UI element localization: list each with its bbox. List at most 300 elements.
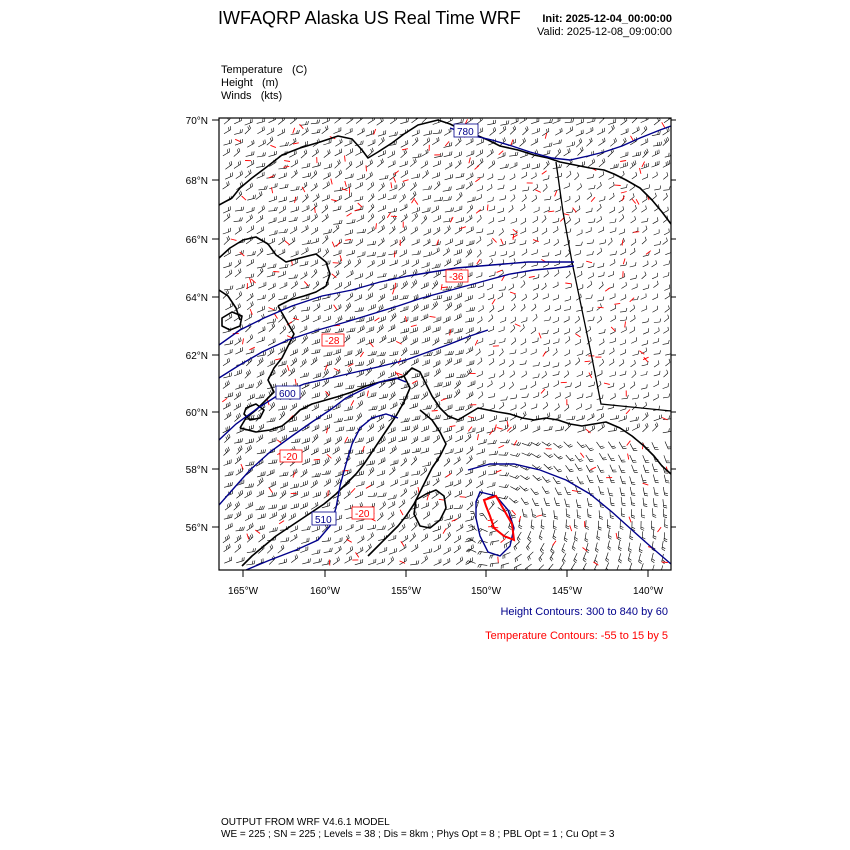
wind-barb: [410, 182, 416, 191]
wind-barb: [377, 512, 383, 521]
temperature-dash: [636, 199, 639, 204]
variable-unit: (C): [291, 64, 308, 76]
wind-barb: [554, 498, 560, 506]
wind-barb: [412, 137, 418, 146]
wind-barb: [543, 294, 549, 300]
wind-barb: [487, 120, 496, 125]
wind-barb: [554, 381, 559, 387]
wind-barb: [533, 475, 542, 481]
wind-barb: [608, 238, 612, 245]
wind-barb: [225, 392, 233, 398]
temperature-dash: [332, 242, 334, 248]
wind-barb: [379, 215, 385, 224]
wind-barb: [411, 490, 417, 498]
wind-barb: [334, 195, 341, 202]
wind-barb: [598, 272, 604, 277]
wind-barb: [302, 163, 310, 168]
temperature-dash: [412, 381, 417, 384]
wind-barb: [553, 339, 559, 344]
wind-barb: [323, 369, 329, 378]
wind-barb: [542, 476, 550, 482]
wind-barb: [379, 175, 388, 179]
wind-barb: [422, 337, 430, 343]
wind-barb: [312, 393, 320, 399]
wind-barb: [599, 510, 603, 519]
wind-barb: [455, 406, 464, 411]
wind-barb: [280, 482, 288, 488]
wind-barb: [443, 248, 450, 256]
wind-barb: [256, 394, 265, 398]
wind-barb: [665, 249, 671, 255]
wind-barb: [575, 382, 581, 388]
temperature-dash: [283, 166, 289, 167]
wind-barb: [433, 130, 442, 134]
wind-barb: [553, 362, 559, 367]
wind-barb: [245, 384, 253, 389]
lat-tick-label: 60°N: [185, 408, 208, 419]
wind-barb: [335, 356, 341, 365]
wind-barb: [335, 328, 344, 332]
wind-barb: [268, 264, 277, 269]
wind-barb: [653, 530, 656, 540]
wind-barb: [402, 260, 409, 267]
wind-barb: [313, 194, 320, 202]
wind-barb: [588, 317, 595, 321]
wind-barb: [489, 405, 495, 411]
wind-barb: [575, 339, 581, 345]
wind-barb: [511, 118, 518, 125]
wind-barb: [653, 475, 658, 483]
wind-barb: [543, 383, 549, 388]
wind-barb: [566, 509, 570, 518]
wind-barb: [620, 162, 628, 168]
wind-barb: [499, 259, 504, 266]
wind-barb: [367, 241, 376, 245]
wind-barb: [333, 127, 341, 133]
wind-barb: [291, 358, 297, 366]
wind-barb: [632, 205, 637, 212]
wind-barb: [606, 563, 609, 573]
wind-barb: [477, 338, 483, 344]
wind-barb: [247, 523, 254, 531]
temperature-dash: [450, 329, 451, 335]
wind-barb: [467, 197, 475, 203]
wind-barb: [599, 453, 607, 460]
wind-barb: [411, 338, 418, 345]
wind-barb: [278, 249, 285, 256]
wind-barb: [378, 225, 385, 233]
wind-barb: [279, 559, 287, 565]
wind-barb: [378, 130, 386, 136]
wind-barb: [539, 553, 544, 562]
wind-barb: [606, 553, 609, 563]
wind-barb: [322, 126, 328, 134]
wind-barb: [336, 427, 344, 432]
wind-barb: [597, 316, 602, 323]
wind-barb: [278, 217, 286, 223]
wind-barb: [489, 251, 495, 256]
wind-barb: [390, 460, 398, 466]
wind-barb: [335, 170, 341, 178]
wind-barb: [245, 438, 253, 443]
wind-barb: [555, 305, 561, 311]
wind-barb: [509, 284, 514, 291]
wind-barb: [245, 514, 252, 521]
wind-barb: [642, 318, 648, 323]
wind-barb: [467, 205, 473, 214]
wind-barb: [433, 215, 440, 222]
wind-barb: [368, 182, 374, 190]
wind-barb: [234, 148, 240, 157]
wind-barb: [630, 262, 636, 267]
wind-barb: [401, 214, 407, 222]
wind-barb: [555, 250, 561, 255]
wind-barb: [225, 303, 232, 310]
wind-barb: [663, 137, 669, 146]
wind-barb: [444, 128, 451, 135]
wind-barb: [401, 458, 407, 467]
wind-barb: [520, 240, 526, 245]
height-legend: Height Contours: 300 to 840 by 60: [500, 606, 668, 618]
wind-barb: [357, 174, 365, 180]
wind-barb: [223, 206, 230, 213]
wind-barb: [466, 138, 473, 145]
wind-barb: [478, 392, 483, 399]
temperature-dash: [539, 333, 541, 339]
wind-barb: [223, 148, 230, 156]
wind-barb: [662, 541, 665, 551]
wind-barb: [583, 552, 586, 562]
wind-barb: [289, 513, 296, 521]
wind-barb: [608, 283, 614, 288]
wind-barb: [300, 373, 309, 378]
temperature-dash: [475, 340, 478, 346]
wind-barb: [390, 295, 398, 301]
wind-barb: [334, 537, 342, 543]
wind-barb: [522, 294, 527, 301]
wind-barb: [522, 195, 527, 202]
wind-barb: [619, 229, 625, 235]
wind-barb: [610, 305, 615, 311]
wind-barb: [619, 553, 622, 563]
wind-barb: [476, 272, 482, 277]
wind-barb: [533, 216, 538, 223]
wind-barb: [279, 411, 285, 420]
wind-barb: [632, 403, 636, 410]
wind-barb: [454, 479, 461, 486]
wind-barb: [642, 174, 648, 180]
wind-barb: [509, 251, 514, 257]
wind-barb: [366, 271, 373, 278]
wind-barb: [445, 238, 452, 245]
wind-barb: [367, 423, 373, 431]
wind-barb: [421, 262, 429, 268]
wind-barb: [368, 116, 375, 124]
temperature-dash: [358, 203, 362, 207]
wind-barb: [663, 428, 672, 433]
temperature-dash: [342, 471, 348, 472]
wind-barb: [445, 174, 453, 180]
wind-barb: [576, 138, 582, 147]
wind-barb: [346, 250, 354, 255]
wind-barb: [223, 402, 230, 409]
wind-barb: [542, 128, 549, 136]
temperature-dash: [633, 232, 639, 233]
wind-barb: [357, 229, 366, 233]
wind-barb: [630, 382, 635, 389]
wind-barb: [301, 182, 308, 190]
wind-barb: [333, 557, 340, 565]
wind-barb: [389, 132, 398, 137]
wind-barb: [322, 205, 328, 213]
wind-barb: [587, 498, 592, 507]
wind-barb: [542, 252, 549, 256]
wind-barb: [423, 239, 430, 246]
wind-barb: [476, 349, 481, 356]
wind-barb: [378, 259, 385, 266]
wind-barb: [257, 295, 265, 300]
wind-barb: [335, 436, 342, 444]
wind-barb: [621, 497, 626, 506]
wind-barb: [423, 326, 430, 333]
wind-barb: [257, 471, 265, 477]
wind-barb: [542, 442, 552, 446]
wind-barb: [390, 479, 397, 486]
wind-barb: [642, 237, 646, 244]
wind-barb: [224, 447, 230, 456]
wind-barb: [632, 351, 638, 356]
temperature-dash: [269, 308, 275, 310]
wind-barb: [378, 183, 384, 192]
wind-barb: [422, 170, 428, 178]
wind-barb: [511, 317, 516, 324]
wind-barb: [367, 358, 374, 366]
wind-barb: [663, 499, 667, 508]
wind-barb: [236, 468, 243, 476]
temperature-dash: [393, 177, 395, 183]
wind-barb: [628, 552, 631, 562]
wind-barb: [630, 305, 635, 312]
wind-barb: [588, 273, 593, 279]
wind-barb: [401, 488, 407, 496]
wind-barb: [258, 326, 265, 333]
wind-barb: [368, 139, 375, 146]
wind-barb: [302, 347, 309, 355]
wind-barb: [234, 413, 240, 422]
wind-barb: [542, 371, 547, 378]
wind-barb: [467, 160, 474, 168]
wind-barb: [521, 317, 527, 322]
wind-barb: [335, 282, 342, 290]
temperature-dash: [510, 292, 516, 294]
temperature-dash: [585, 361, 591, 362]
wind-barb: [335, 115, 341, 123]
wind-barb: [421, 314, 428, 321]
wind-barb: [357, 325, 364, 333]
wind-barb: [267, 545, 273, 554]
wind-barb: [619, 214, 623, 221]
wind-barb: [421, 436, 429, 442]
wind-barb: [421, 304, 428, 311]
wind-barb: [610, 259, 615, 265]
wind-barb: [401, 170, 408, 178]
variable-unit: (m): [261, 77, 279, 89]
wind-barb: [456, 184, 464, 189]
wind-barb: [499, 228, 504, 235]
wind-barb: [269, 323, 275, 332]
wind-barb: [267, 137, 273, 145]
wind-barb: [268, 504, 277, 509]
temperature-dash: [515, 324, 521, 327]
wind-barb: [621, 128, 628, 135]
temperature-dash: [270, 145, 276, 147]
height-label: 780: [457, 127, 474, 138]
wind-barb: [455, 137, 461, 146]
wind-barb: [237, 446, 243, 455]
wind-barb: [576, 130, 583, 137]
temperature-dash: [222, 398, 227, 402]
wind-barb: [333, 250, 341, 256]
wind-barb: [245, 483, 254, 487]
wind-barb: [510, 162, 517, 169]
wind-barb: [544, 453, 553, 458]
wind-barb: [302, 458, 309, 465]
wind-barb: [499, 417, 508, 421]
wind-barb: [630, 315, 635, 322]
wind-barb: [608, 442, 616, 449]
wind-barb: [520, 360, 527, 364]
temperature-dash: [450, 426, 456, 427]
wind-barb: [641, 294, 647, 300]
wind-barb: [554, 270, 559, 277]
wind-barb: [400, 306, 408, 312]
wind-barb: [344, 260, 351, 268]
wind-barb: [554, 454, 563, 460]
temperature-dash: [366, 485, 371, 488]
wind-barb: [454, 380, 460, 388]
wind-barb: [663, 327, 668, 334]
temperature-dash: [285, 241, 290, 245]
lat-tick-label: 66°N: [185, 235, 208, 246]
temperature-dash: [501, 239, 503, 245]
wind-barb: [368, 392, 376, 397]
temperature-dash: [604, 383, 610, 384]
wind-barb: [620, 340, 626, 346]
wind-barb: [501, 251, 507, 256]
wind-barb: [445, 435, 452, 443]
wind-barb: [234, 129, 242, 134]
temperature-dash: [570, 525, 572, 531]
wind-barb: [289, 275, 298, 279]
wind-barb: [234, 337, 241, 345]
wind-barb: [478, 564, 488, 567]
wind-barb: [510, 126, 516, 135]
wind-barb: [388, 160, 395, 167]
wind-barb: [498, 306, 504, 312]
wind-barb: [313, 373, 321, 379]
wind-barb: [324, 149, 330, 157]
wind-barb: [477, 250, 481, 257]
wind-barb: [311, 227, 318, 235]
wind-barb: [347, 219, 356, 224]
wind-barb: [323, 181, 330, 189]
wind-barb: [465, 516, 473, 521]
wind-barb: [378, 404, 385, 411]
wind-barb: [311, 238, 319, 244]
wind-barb: [257, 152, 266, 157]
wind-barb: [258, 282, 266, 288]
wind-barb: [520, 486, 529, 491]
wind-barb: [390, 313, 396, 322]
wind-barb: [663, 272, 669, 277]
wind-barb: [517, 532, 521, 542]
wind-barb: [652, 260, 657, 267]
wind-barb: [444, 458, 450, 467]
wind-barb: [641, 509, 645, 518]
wind-barb: [532, 454, 542, 458]
temperature-dash: [614, 303, 620, 304]
wind-barb: [366, 130, 374, 136]
temperature-dash: [250, 278, 252, 284]
wind-barb: [665, 293, 670, 300]
wind-barb: [477, 358, 482, 365]
wind-barb: [574, 519, 577, 528]
wind-barb: [533, 426, 540, 433]
wind-barb: [631, 239, 636, 246]
wind-barb: [555, 149, 561, 158]
wind-barb: [335, 316, 342, 324]
wind-barb: [608, 383, 614, 388]
wind-barb: [367, 260, 374, 267]
wind-barb: [577, 394, 583, 399]
wind-barb: [499, 338, 505, 343]
wind-barb: [302, 215, 309, 222]
wind-barb: [488, 440, 497, 444]
temperature-dash: [332, 274, 337, 278]
wind-barb: [533, 284, 539, 290]
wind-barb: [388, 337, 396, 343]
wind-barb: [467, 455, 473, 464]
wind-barb: [521, 281, 525, 288]
wind-barb: [344, 535, 350, 544]
temperature-dash: [393, 289, 395, 295]
temperature-dash: [591, 197, 595, 202]
wind-barb: [410, 480, 418, 486]
temperature-dash: [642, 162, 645, 167]
wind-barb: [225, 471, 234, 476]
wind-barb: [487, 184, 492, 191]
wind-barb: [608, 530, 611, 540]
wind-barb: [653, 306, 658, 312]
wind-barb: [653, 281, 658, 288]
wind-barb: [510, 405, 516, 411]
wind-barb: [620, 476, 626, 484]
wind-barb: [245, 274, 254, 278]
temperature-dash: [475, 165, 480, 169]
wind-barb: [400, 250, 407, 257]
wind-barb: [630, 417, 639, 422]
wind-barb: [445, 302, 452, 310]
wind-barb: [454, 448, 462, 454]
wind-barb: [631, 509, 635, 518]
wind-barb: [522, 394, 529, 398]
wind-barb: [466, 479, 472, 487]
wind-barb: [444, 427, 452, 433]
wind-barb: [478, 305, 483, 311]
wind-barb: [531, 327, 536, 334]
wind-barb: [654, 327, 659, 333]
wind-barb: [434, 382, 442, 387]
